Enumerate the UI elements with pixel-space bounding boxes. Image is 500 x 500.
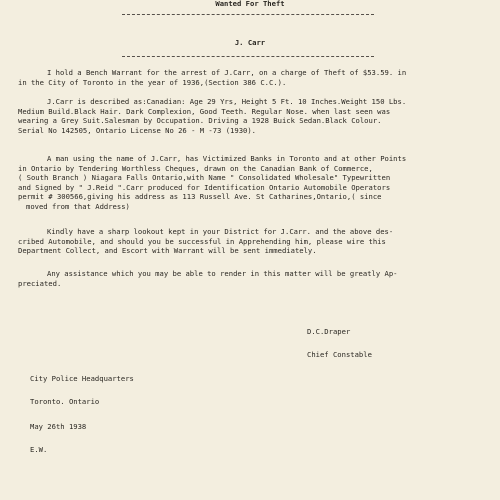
- text-line: wearing a Grey Suit.Salesman by Occupation. Driving a 1928 Buick Sedan.Black Colour.: [18, 116, 382, 126]
- signatory-title: Chief Constable: [307, 350, 372, 359]
- description-paragraph: [18, 97, 488, 135]
- text-line: Department Collect, and Escort with Warrant will be sent immediately.: [18, 246, 317, 256]
- footer-date: May 26th 1938: [30, 422, 87, 431]
- cheques-paragraph: [18, 154, 488, 212]
- name-rule: [122, 56, 374, 57]
- warrant-paragraph: [18, 68, 488, 87]
- lookout-paragraph: [18, 227, 488, 256]
- text-line: Any assistance which you may be able to render in this matter will be greatly Ap-: [47, 269, 398, 278]
- text-line: Medium Build.Black Hair. Dark Complexion, Good Teeth. Regular Nose. when last seen was: [18, 106, 391, 116]
- text-line: in Ontario by Tendering Worthless Cheques, drawn on the Canadian Bank of Commerce,: [18, 163, 373, 173]
- text-line: moved from that Address): [26, 201, 130, 211]
- text-line: J.Carr is described as:Canadian: Age 29 Yrs, Height 5 Ft. 10 Inches.Weight 150 Lbs.: [47, 97, 407, 106]
- text-line: I hold a Bench Warrant for the arrest of J.Carr, on a charge of Theft of $53.59. in: [47, 68, 407, 77]
- text-line: permit # 300566,giving his address as 113 Russell Ave. St Catharines,Ontario,( since: [18, 192, 382, 202]
- text-line: Serial No 142505, Ontario License No 26 - M -73 (1930).: [18, 125, 256, 135]
- footer-headquarters: City Police Headquarters: [30, 374, 134, 383]
- text-line: preciated.: [18, 278, 62, 288]
- footer-city: Toronto. Ontario: [30, 397, 100, 406]
- signatory-name: D.C.Draper: [307, 327, 351, 336]
- footer-initials: E.W.: [30, 445, 48, 454]
- text-line: ( South Branch ) Niagara Falls Ontario,with Name " Consolidated Wholesale" Typewritten: [18, 173, 391, 183]
- subject-name: J. Carr: [234, 38, 266, 47]
- assistance-paragraph: [18, 269, 488, 288]
- text-line: A man using the name of J.Carr, has Victimized Banks in Toronto and at other Points: [47, 154, 407, 163]
- text-line: and Signed by " J.Reid ".Carr produced for Identification Ontario Automobile Operators: [18, 182, 391, 192]
- text-line: Kindly have a sharp lookout kept in your District for J.Carr. and the above des-: [47, 227, 394, 236]
- text-line: in the City of Toronto in the year of 1936,(Section 386 C.C.).: [18, 77, 287, 87]
- text-line: cribed Automobile, and should you be successful in Apprehending him, please wire this: [18, 236, 386, 246]
- document-heading: Wanted For Theft: [215, 0, 285, 8]
- top-rule: [122, 14, 374, 15]
